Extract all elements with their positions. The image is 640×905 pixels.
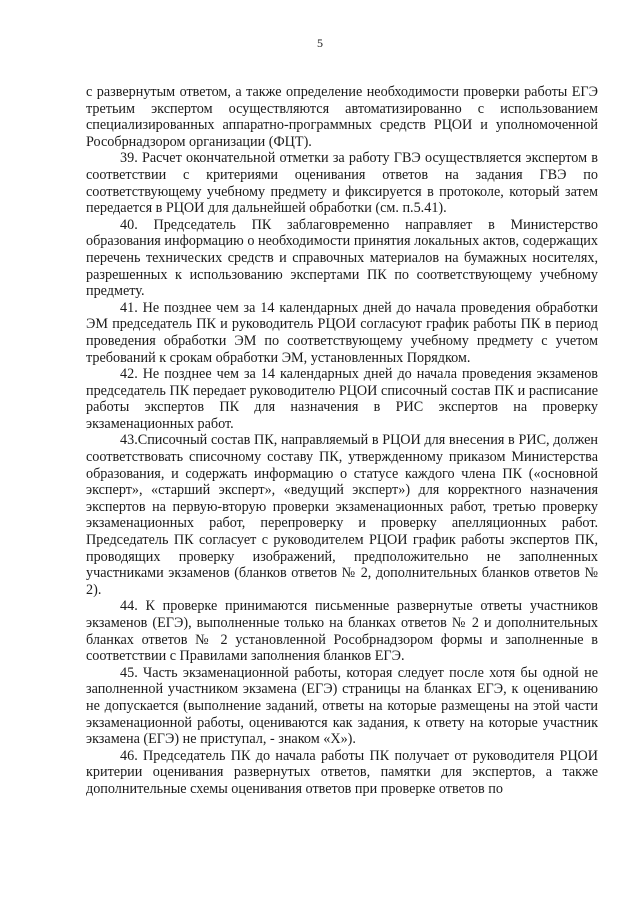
paragraph-40: 40. Председатель ПК заблаговременно направляет в Министерство образования информацию о необходимости принятия локальных актов, содержащих перечень технических средств и справочных материалов на бумажных носителях, разрешенных к использованию экспертами ПК по соответствующему учебному предмету. bbox=[86, 216, 598, 300]
paragraph-43: 43.Списочный состав ПК, направляемый в РЦОИ для внесения в РИС, должен соответствовать списочному составу ПК, утвержденному приказом Министерства образования, и содержать информацию о статусе каждого члена ПК («основной эксперт», «старший эксперт», «ведущий эксперт») для корректного назначения экспертов на первую-вторую проверки экзаменационных работ, третью проверку экзаменационных работ, перепроверку и проверку апелляционных работ. Председатель ПК согласует с руководителем РЦОИ график работы экспертов ПК, проводящих проверку изображений, предположительно не заполненных участниками экзаменов (бланков ответов № 2, дополнительных бланков ответов № 2). bbox=[86, 432, 598, 598]
paragraph-46: 46. Председатель ПК до начала работы ПК получает от руководителя РЦОИ критерии оценивания развернутых ответов, памятки для экспертов, а также дополнительные схемы оценивания ответов при проверке ответов по bbox=[86, 747, 598, 797]
paragraph-41: 41. Не позднее чем за 14 календарных дней до начала проведения обработки ЭМ председатель ПК и руководитель РЦОИ согласуют график работы ПК в период проведения обработки ЭМ по соответствующему учебному предмету с учетом требований к срокам обработки ЭМ, установленных Порядком. bbox=[86, 299, 598, 366]
paragraph-45: 45. Часть экзаменационной работы, которая следует после хотя бы одной не заполненной участником экзамена (ЕГЭ) страницы на бланках ЕГЭ, к оцениванию не допускается (выполнение заданий, ответы на которые размещены на этой части экзаменационной работы, оцениваются как задания, к ответу на которые участник экзамена (ЕГЭ) не приступал, - знаком «Х»). bbox=[86, 664, 598, 748]
document-body bbox=[86, 84, 598, 798]
page-number: 5 bbox=[317, 36, 323, 50]
paragraph-continuation: с развернутым ответом, а также определение необходимости проверки работы ЕГЭ третьим экспертом осуществляются автоматизированно с использованием специализированных аппаратно-программных средств РЦОИ и уполномоченной Рособрнадзором организации (ФЦТ). bbox=[86, 84, 598, 150]
paragraph-44: 44. К проверке принимаются письменные развернутые ответы участников экзаменов (ЕГЭ), выполненные только на бланках ответов № 2 и дополнительных бланках ответов № 2 установленной Рособрнадзором формы и заполненные в соответствии с Правилами заполнения бланков ЕГЭ. bbox=[86, 598, 598, 665]
paragraph-39: 39. Расчет окончательной отметки за работу ГВЭ осуществляется экспертом в соответствии с критериями оценивания ответов на задания ГВЭ по соответствующему учебному предмету и фиксируется в протоколе, который затем передается в РЦОИ для дальнейшей обработки (см. п.5.41). bbox=[86, 150, 598, 217]
paragraph-42: 42. Не позднее чем за 14 календарных дней до начала проведения экзаменов председатель ПК передает руководителю РЦОИ списочный состав ПК и расписание работы экспертов ПК для назначения в РИС экспертов на проверку экзаменационных работ. bbox=[86, 366, 598, 432]
